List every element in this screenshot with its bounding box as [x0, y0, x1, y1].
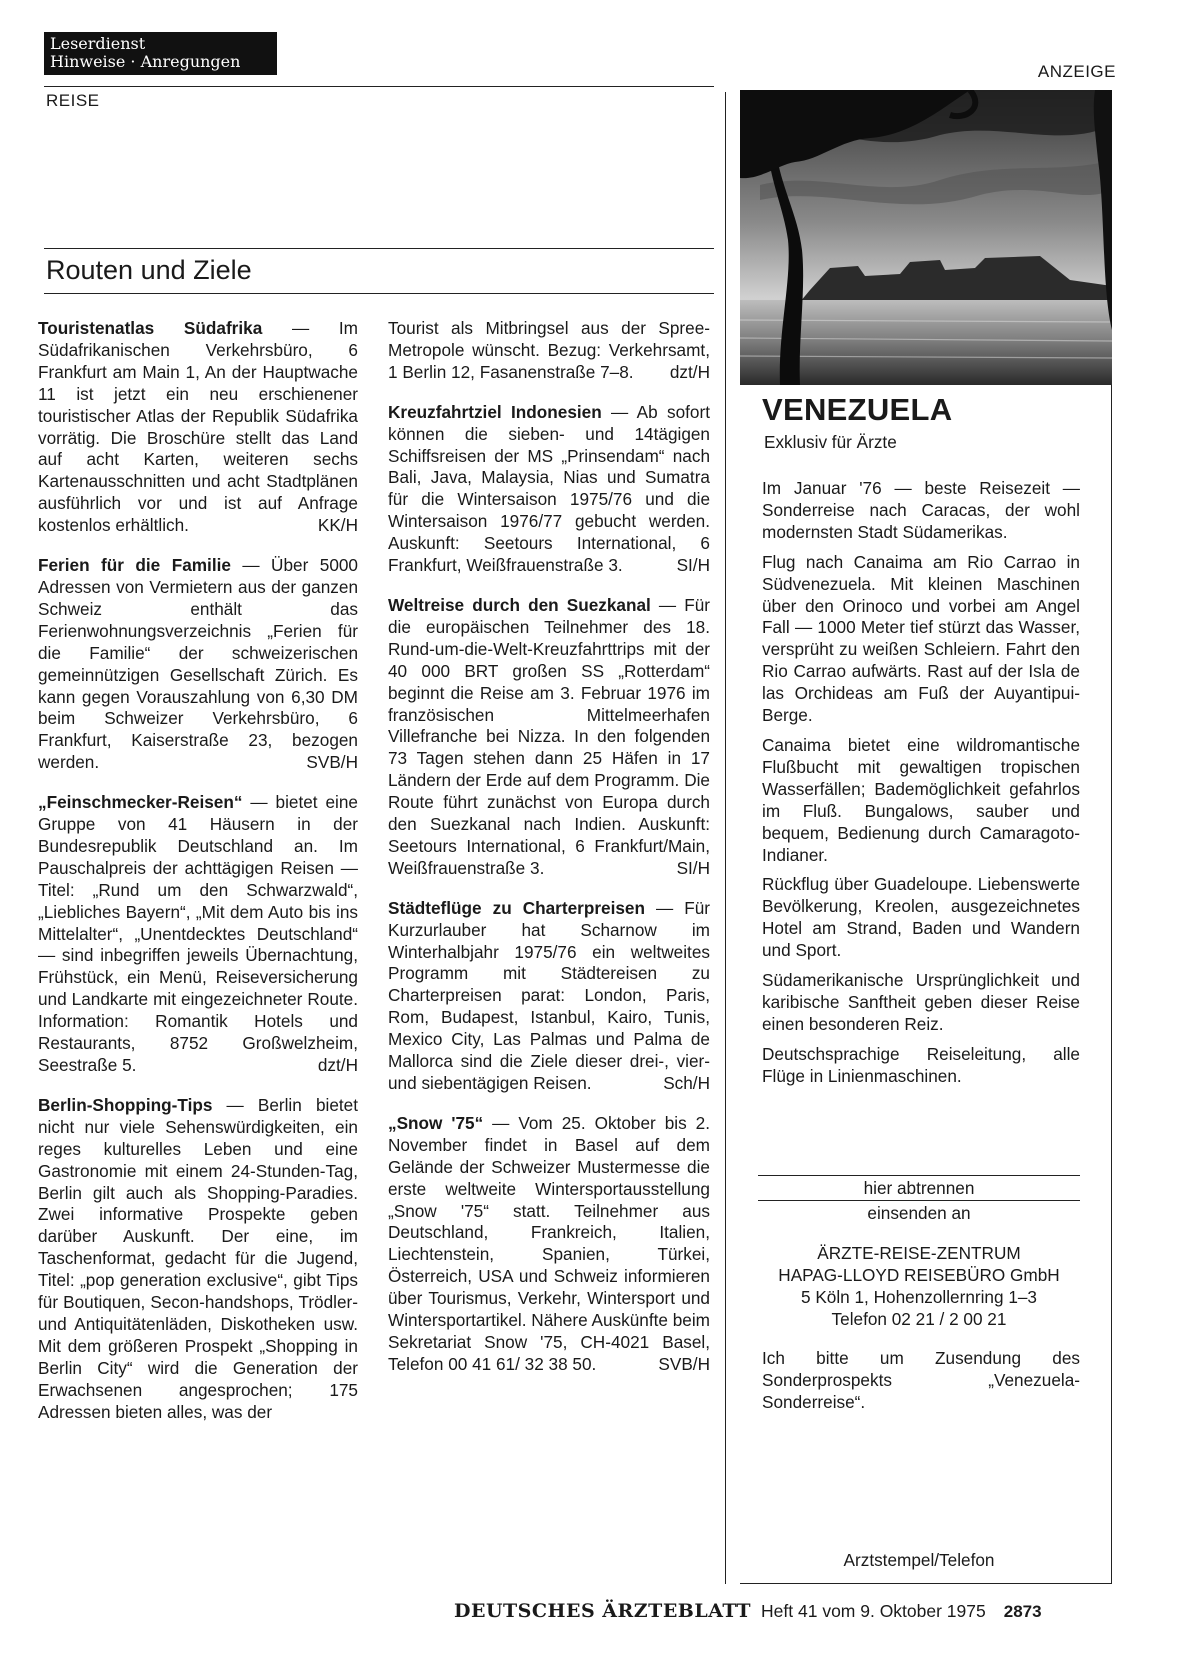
cut-line: [758, 1175, 1080, 1176]
badge-line-2: Hinweise · Anregungen: [50, 52, 241, 71]
title-rule-top: [44, 248, 714, 249]
address-line: ÄRZTE-REISE-ZENTRUM: [817, 1243, 1021, 1263]
ad-address: [758, 1242, 1080, 1330]
article-text: Tourist als Mitbringsel aus der Spree-Metropole wünscht. Bezug: Verkehrsamt, 1 Berlin 12, Fasanenstraße 7–8.: [388, 318, 710, 382]
column-divider: [725, 92, 726, 1584]
article-title: Ferien für die Familie: [38, 555, 231, 576]
address-line: Telefon 02 21 / 2 00 21: [831, 1309, 1007, 1329]
page-footer: [454, 1600, 1042, 1622]
article-column-1: [38, 318, 358, 1442]
article-title: Berlin-Shopping-Tips: [38, 1094, 213, 1115]
article: [388, 898, 710, 1095]
article-text: — Über 5000 Adressen von Vermietern aus der ganzen Schweiz enthält das Ferienwohnungsverzeichnis „Ferien für die Familie“ der schweizerischen gemeinnützigen Gesellschaft Zürich. Es kann gegen Vorauszahlung von 6,30 DM beim Schweizer Verkehrsbüro, 6 Frankfurt, Kaiserstraße 23, bezogen werden.: [38, 555, 358, 773]
ad-paragraph: Rückflug über Guadeloupe. Liebenswerte Bevölkerung, Kreolen, ausgezeichnetes Hotel am Strand, Baden und Wandern und Sport.: [762, 874, 1080, 961]
ad-title: VENEZUELA: [762, 392, 953, 427]
section-label: REISE: [46, 91, 100, 110]
article-text: — Im Südafrikanischen Verkehrsbüro, 6 Frankfurt am Main 1, An der Hauptwache 11 ist jetzt ein neu erschienener touristischer Atlas der Republik Südafrika vorrätig. Die Broschüre stellt das Land auf acht Karten, weiteren sechs Kartenausschnitten und acht Stadtplänen ausführlich vor und ist auf Anfrage kostenlos erhältlich.: [38, 318, 358, 536]
anzeige-label: ANZEIGE: [1037, 62, 1116, 81]
article-title: „Snow '75“: [388, 1112, 484, 1133]
header-rule: [44, 86, 714, 87]
article-column-2: [388, 318, 710, 1394]
article: [388, 1113, 710, 1376]
article-text: — Für Kurzurlauber hat Scharnow im Winterhalbjahr 1975/76 ein weltweites Programm mit Städtereisen zu Charterpreisen parat: London, Paris, Rom, Budapest, Istanbul, Kairo, Tunis, Mexico City, Las Palmas und Palma de Mallorca sind die Ziele dieser drei-, vier- und siebentägigen Reisen.: [388, 897, 710, 1093]
article-text: — Vom 25. Oktober bis 2. November findet in Basel auf dem Gelände der Schweizer Mustermesse die erste weltweite Wintersportausstellung „Snow '75“ statt. Teilnehmer aus Deutschland, Frankreich, Italien, Liechtenstein, Spanien, Türkei, Österreich, USA und Schweiz informieren über Tourismus, Verkehr, Wintersport und Wintersportartikel. Nähere Auskünfte beim Sekretariat Snow '75, CH-4021 Basel, Telefon 00 41 61/ 32 38 50.: [388, 1112, 710, 1374]
article-signature: dzt/H: [669, 361, 710, 382]
address-line: HAPAG-LLOYD REISEBÜRO GmbH: [778, 1265, 1060, 1285]
address-line: 5 Köln 1, Hohenzollernring 1–3: [800, 1287, 1037, 1307]
badge-line-1: Leserdienst: [50, 34, 146, 53]
send-label: einsenden an: [867, 1203, 971, 1223]
article-title: Städteflüge zu Charterpreisen: [388, 897, 645, 918]
title-rule-bottom: [44, 293, 714, 294]
ad-body: [762, 478, 1080, 1096]
article-text: — Berlin bietet nicht nur viele Sehenswürdigkeiten, ein reges kulturelles Leben und eine Gastronomie mit einem 24-Stunden-Tag, Berlin gilt auch als Shopping-Paradies. Zwei informative Prospekte geben darüber Auskunft. Der eine, im Taschenformat, gedacht für die Jugend, Titel: „pop generation exclusive“, gibt Tips für Boutiquen, Secon-handshops, Trödler- und Antiquitätenläden, Diskotheken usw. Mit dem größeren Prospekt „Shopping in Berlin City“ wird die Generation der Erwachsenen angesprochen; 175 Adressen bieten alles, was der: [38, 1094, 358, 1422]
article: [38, 318, 358, 537]
issue-info: Heft 41 vom 9. Oktober 1975: [761, 1601, 986, 1621]
article-signature: SI/H: [676, 555, 710, 576]
leserdienst-badge: [44, 32, 277, 75]
article-text: — Ab sofort können die sieben- und 14tägigen Schiffsreisen der MS „Prinsendam“ nach Bali, Java, Malaysia, Nias und Sumatra für die Wintersaison 1975/76 und die Wintersaison 1976/77 gebucht werden. Auskunft: Seetours International, 6 Frankfurt, Weißfrauenstraße 3.: [388, 401, 710, 576]
ad-subtitle: Exklusiv für Ärzte: [764, 432, 897, 452]
ad-request-text: Ich bitte um Zusendung des Sonderprospekts „Venezuela-Sonderreise“.: [762, 1348, 1080, 1412]
ad-paragraph: Im Januar '76 — beste Reisezeit — Sonderreise nach Caracas, der wohl modernsten Stadt Südamerikas.: [762, 478, 1080, 542]
article-title: Weltreise durch den Suezkanal: [388, 594, 651, 615]
article: [388, 402, 710, 577]
article: [38, 792, 358, 1077]
ad-paragraph: Deutschsprachige Reiseleitung, alle Flüge in Linienmaschinen.: [762, 1043, 1080, 1086]
page-title: Routen und Ziele: [46, 255, 252, 285]
article-signature: dzt/H: [317, 1055, 358, 1075]
article: [38, 555, 358, 774]
article-title: „Feinschmecker-Reisen“: [38, 792, 243, 813]
cut-label: hier abtrennen: [863, 1178, 975, 1198]
article-text: — Für die europäischen Teilnehmer des 18. Rund-um-die-Welt-Kreuzfahrttrips mit der 40 000 BRT großen SS „Rotterdam“ beginnt die Reise am 3. Februar 1976 im französischen Mittelmeerhafen Villefranche bei Nizza. In den folgenden 73 Tagen stehen dann 25 Häfen in 17 Ländern der Erde auf dem Programm. Die Route führt zunächst von Europa durch den Suezkanal nach Indien. Auskunft: Seetours International, 6 Frankfurt/Main, Weißfrauenstraße 3.: [388, 594, 710, 878]
article-title: Touristenatlas Südafrika: [38, 318, 263, 338]
article-signature: SI/H: [676, 857, 710, 878]
ad-stamp-label: Arztstempel/Telefon: [843, 1550, 995, 1570]
page-number: 2873: [1003, 1602, 1042, 1621]
cut-line: [758, 1200, 1080, 1201]
article-continuation: [388, 318, 710, 384]
article: [38, 1095, 358, 1424]
article: [388, 595, 710, 880]
ad-paragraph: Südamerikanische Ursprünglichkeit und karibische Sanftheit geben dieser Reise einen besonderen Reiz.: [762, 970, 1080, 1034]
article-signature: KK/H: [317, 515, 358, 536]
publication-name: DEUTSCHES ÄRZTEBLATT: [454, 1600, 752, 1622]
article-title: Kreuzfahrtziel Indonesien: [388, 401, 602, 422]
article-signature: SVB/H: [306, 752, 358, 773]
article-text: — bietet eine Gruppe von 41 Häusern in der Bundesrepublik Deutschland an. Im Pauschalpreis der achttägigen Reisen — Titel: „Rund um den Schwarzwald“, „Liebliches Bayern“, „Mit dem Auto bis ins Mittelalter“, „Unentdecktes Deutschland“ — sind inbegriffen jeweils Übernachtung, Frühstück, ein Menü, Reiseversicherung und Landkarte mit eingezeichneter Route. Information: Romantik Hotels und Restaurants, 8752 Großwelzheim, Seestraße 5.: [38, 792, 358, 1075]
venezuela-landscape-photo: [740, 90, 1112, 385]
article-signature: SVB/H: [658, 1353, 710, 1374]
ad-paragraph: Flug nach Canaima am Rio Carrao in Südvenezuela. Mit kleinen Maschinen über den Orinoco und vorbei am Angel Fall — 1000 Meter tief stürzt das Wasser, versprüht zu weißen Schleiern. Fahrt den Rio Carrao aufwärts. Rast auf der Isla de las Orchideas am Fuß der Auyantipui-Berge.: [762, 551, 1080, 726]
ad-paragraph: Canaima bietet eine wildromantische Flußbucht mit gewaltigen tropischen Wasserfällen; Bademöglichkeit gefahrlos im Fluß. Bungalows, sauber und bequem, Bedienung durch Camaragoto-Indianer.: [762, 734, 1080, 865]
article-signature: Sch/H: [663, 1073, 710, 1093]
